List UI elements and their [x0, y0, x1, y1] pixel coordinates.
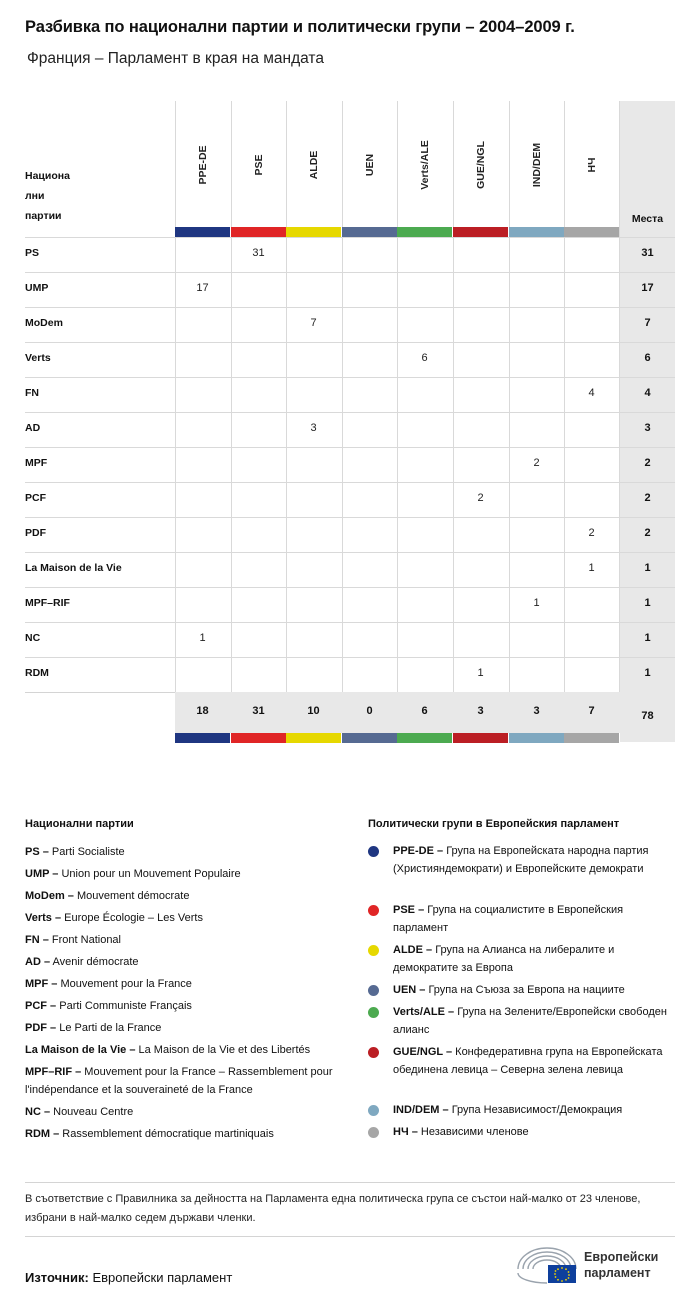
row-total: 2 — [644, 527, 651, 539]
group-total: 7 — [588, 705, 595, 717]
table-row — [25, 342, 675, 378]
seats-header: Места — [631, 213, 664, 225]
table-row — [25, 517, 675, 553]
row-total: 1 — [644, 597, 651, 609]
row-party-label: Verts — [25, 352, 51, 364]
group-color-bar — [342, 733, 397, 743]
legend-abbr: AD – — [25, 956, 51, 968]
table-cell: 17 — [196, 282, 209, 294]
table-cell: 6 — [421, 352, 428, 364]
national-legend-item — [25, 997, 345, 1015]
group-legend-text — [393, 1101, 678, 1119]
group-total: 31 — [252, 705, 265, 717]
row-party-label: La Maison de la Vie — [25, 562, 122, 574]
group-color-bar — [453, 733, 508, 743]
group-legend-text — [393, 1003, 678, 1039]
legend-abbr: ALDE – — [393, 944, 433, 956]
group-header-3 — [342, 105, 397, 225]
logo-text: Европейски парламент — [584, 1250, 659, 1280]
page-title: Разбивка по национални партии и политически групи – 2004–2009 г. — [25, 18, 575, 36]
legend-name: Група на социалистите в Европейския парламент — [393, 904, 624, 934]
legend-name: Група на Европейската народна партия (Християндемократи) и Европейските демократи — [393, 845, 649, 875]
hemicycle-icon — [514, 1245, 580, 1285]
group-color-bar — [286, 227, 341, 237]
table-row — [25, 482, 675, 518]
legend-name: Конфедеративна група на Европейската обединена левица – Северна зелена левица — [393, 1046, 663, 1076]
row-total: 1 — [644, 632, 651, 644]
row-party-label: MoDem — [25, 317, 63, 329]
row-party-label: PCF — [25, 492, 46, 504]
row-party-label: FN — [25, 387, 39, 399]
group-header-1 — [231, 105, 286, 225]
group-color-bar — [231, 227, 286, 237]
table-row — [25, 377, 675, 413]
group-total: 0 — [366, 705, 373, 717]
national-legend-title: Национални партии — [25, 818, 134, 830]
legend-name: Nouveau Centre — [53, 1106, 134, 1118]
page-subtitle: Франция – Парламент в края на мандата — [27, 50, 324, 67]
table-row — [25, 272, 675, 308]
group-color-bar — [564, 227, 619, 237]
row-total: 1 — [644, 562, 651, 574]
group-header-label: НЧ — [585, 157, 598, 173]
national-legend-item — [25, 975, 345, 993]
table-cell: 31 — [252, 247, 265, 259]
group-color-bar — [231, 733, 286, 743]
group-header-4 — [397, 105, 452, 225]
group-color-bar — [286, 733, 341, 743]
legend-abbr: NC – — [25, 1106, 51, 1118]
legend-abbr: UEN – — [393, 984, 426, 996]
table-cell: 2 — [588, 527, 595, 539]
legend-abbr: RDM – — [25, 1128, 60, 1140]
group-color-dot-icon — [368, 1007, 379, 1018]
rule-note: В съответствие с Правилника за дейността на Парламента една политическа група се състои най-малко от 23 членове, избрани в най-малко седем държави членки. — [25, 1193, 641, 1224]
group-header-5 — [453, 105, 508, 225]
national-legend-item — [25, 1125, 345, 1143]
table-cell: 1 — [533, 597, 540, 609]
table-row — [25, 587, 675, 623]
legend-abbr: FN – — [25, 934, 49, 946]
group-header-label: IND/DEM — [530, 142, 543, 188]
group-legend-text — [393, 1043, 678, 1079]
row-total: 6 — [644, 352, 651, 364]
row-party-label: AD — [25, 422, 41, 434]
national-legend-item — [25, 843, 345, 861]
source-value: Европейски парламент — [92, 1270, 233, 1285]
group-header-label: GUE/NGL — [474, 141, 487, 189]
group-color-bar — [175, 227, 230, 237]
group-legend-text — [393, 941, 678, 977]
table-row — [25, 552, 675, 588]
table-cell: 2 — [477, 492, 484, 504]
row-total: 31 — [641, 247, 654, 259]
group-color-dot-icon — [368, 1047, 379, 1058]
group-total: 3 — [533, 705, 540, 717]
row-party-label: RDM — [25, 667, 49, 679]
group-color-bar — [397, 227, 452, 237]
national-legend-item — [25, 909, 345, 927]
group-color-dot-icon — [368, 945, 379, 956]
group-header-label: UEN — [363, 153, 376, 177]
group-header-0 — [175, 105, 230, 225]
row-total: 17 — [641, 282, 654, 294]
group-total: 10 — [307, 705, 320, 717]
legend-name: Europe Écologie – Les Verts — [64, 912, 203, 924]
legend-abbr: PSE – — [393, 904, 425, 916]
group-header-7 — [564, 105, 619, 225]
row-party-label: UMP — [25, 282, 49, 294]
group-color-bar — [342, 227, 397, 237]
group-header-label: ALDE — [307, 150, 320, 180]
row-total: 2 — [644, 457, 651, 469]
legend-abbr: PS – — [25, 846, 49, 858]
group-total: 6 — [421, 705, 428, 717]
group-color-bar — [397, 733, 452, 743]
row-party-label: PS — [25, 247, 40, 259]
group-color-dot-icon — [368, 905, 379, 916]
table-cell: 1 — [199, 632, 206, 644]
divider — [25, 1182, 675, 1183]
national-legend-item — [25, 1041, 345, 1059]
legend-name: Union pour un Mouvement Populaire — [61, 868, 241, 880]
national-legend-item — [25, 1103, 345, 1121]
table-cell: 7 — [310, 317, 317, 329]
legend-name: Група на Съюза за Европа на нациите — [428, 984, 625, 996]
group-header-2 — [286, 105, 341, 225]
legend-abbr: PCF – — [25, 1000, 57, 1012]
group-header-label: PPE-DE — [196, 145, 209, 185]
legend-abbr: MPF – — [25, 978, 58, 990]
table-row — [25, 622, 675, 658]
legend-name: Front National — [51, 934, 121, 946]
legend-name: Le Parti de la France — [59, 1022, 162, 1034]
group-color-bar — [175, 733, 230, 743]
legend-name: Rassemblement démocratique martiniquais — [62, 1128, 274, 1140]
group-header-6 — [509, 105, 564, 225]
legend-name: Група на Алианса на либералите и демократите за Европа — [393, 944, 615, 974]
european-parliament-logo — [514, 1245, 679, 1285]
legend-abbr: Verts/ALE – — [393, 1006, 455, 1018]
group-color-bar — [509, 733, 564, 743]
legend-abbr: GUE/NGL – — [393, 1046, 453, 1058]
group-legend-text — [393, 842, 678, 878]
legend-name: Avenir démocrate — [52, 956, 139, 968]
row-party-label: NC — [25, 632, 41, 644]
national-legend-item — [25, 887, 345, 905]
national-legend-item — [25, 865, 345, 883]
national-parties-header: Национа лни партии — [25, 170, 70, 222]
legend-abbr: НЧ – — [393, 1126, 418, 1138]
group-header-label: Verts/ALE — [418, 140, 431, 190]
table-cell: 1 — [588, 562, 595, 574]
legend-name: Parti Communiste Français — [59, 1000, 192, 1012]
group-header-label: PSE — [252, 154, 265, 176]
legend-abbr: MPF–RIF – — [25, 1066, 82, 1078]
group-color-dot-icon — [368, 1127, 379, 1138]
table-row — [25, 657, 675, 693]
table-row — [25, 412, 675, 448]
legend-name: Mouvement démocrate — [76, 890, 190, 902]
legend-abbr: PDF – — [25, 1022, 57, 1034]
group-color-bar — [453, 227, 508, 237]
legend-abbr: IND/DEM – — [393, 1104, 449, 1116]
row-party-label: MPF–RIF — [25, 597, 70, 609]
group-legend-text — [393, 901, 678, 937]
group-legend-title: Политически групи в Европейския парламент — [368, 818, 620, 830]
legend-abbr: PPE-DE – — [393, 845, 444, 857]
group-total: 18 — [196, 705, 209, 717]
row-total: 7 — [644, 317, 651, 329]
group-color-dot-icon — [368, 985, 379, 996]
legend-abbr: Verts – — [25, 912, 62, 924]
source-line — [25, 1270, 232, 1285]
group-color-dot-icon — [368, 1105, 379, 1116]
legend-name: Група на Зелените/Европейски свободен алианс — [393, 1006, 667, 1036]
divider — [25, 1236, 675, 1237]
table-row — [25, 447, 675, 483]
legend-name: Mouvement pour la France – Rassemblement pour l'indépendance et la souveraineté de la France — [25, 1066, 333, 1096]
legend-abbr: MoDem – — [25, 890, 74, 902]
row-total: 2 — [644, 492, 651, 504]
table-cell: 4 — [588, 387, 595, 399]
table-row — [25, 307, 675, 343]
legend-name: Група Независимост/Демокрация — [451, 1104, 623, 1116]
group-color-bar — [509, 227, 564, 237]
national-legend-item — [25, 931, 345, 949]
table-cell: 2 — [533, 457, 540, 469]
group-color-dot-icon — [368, 846, 379, 857]
legend-name: La Maison de la Vie et des Libertés — [138, 1044, 311, 1056]
group-legend-text — [393, 981, 678, 999]
national-legend-item — [25, 1019, 345, 1037]
legend-name: Parti Socialiste — [51, 846, 125, 858]
group-total: 3 — [477, 705, 484, 717]
grand-total: 78 — [641, 710, 654, 722]
legend-abbr: La Maison de la Vie – — [25, 1044, 136, 1056]
group-legend-text — [393, 1123, 678, 1141]
table-cell: 1 — [477, 667, 484, 679]
row-total: 3 — [644, 422, 651, 434]
row-party-label: MPF — [25, 457, 48, 469]
row-total: 1 — [644, 667, 651, 679]
national-legend-item — [25, 953, 345, 971]
source-label: Източник: — [25, 1270, 89, 1285]
national-legend-item — [25, 1063, 345, 1099]
row-party-label: PDF — [25, 527, 46, 539]
table-row — [25, 237, 675, 273]
table-cell: 3 — [310, 422, 317, 434]
row-total: 4 — [644, 387, 651, 399]
legend-name: Независими членове — [420, 1126, 529, 1138]
legend-abbr: UMP – — [25, 868, 59, 880]
table-bottom-rule — [25, 692, 175, 693]
legend-name: Mouvement pour la France — [60, 978, 192, 990]
group-color-bar — [564, 733, 619, 743]
